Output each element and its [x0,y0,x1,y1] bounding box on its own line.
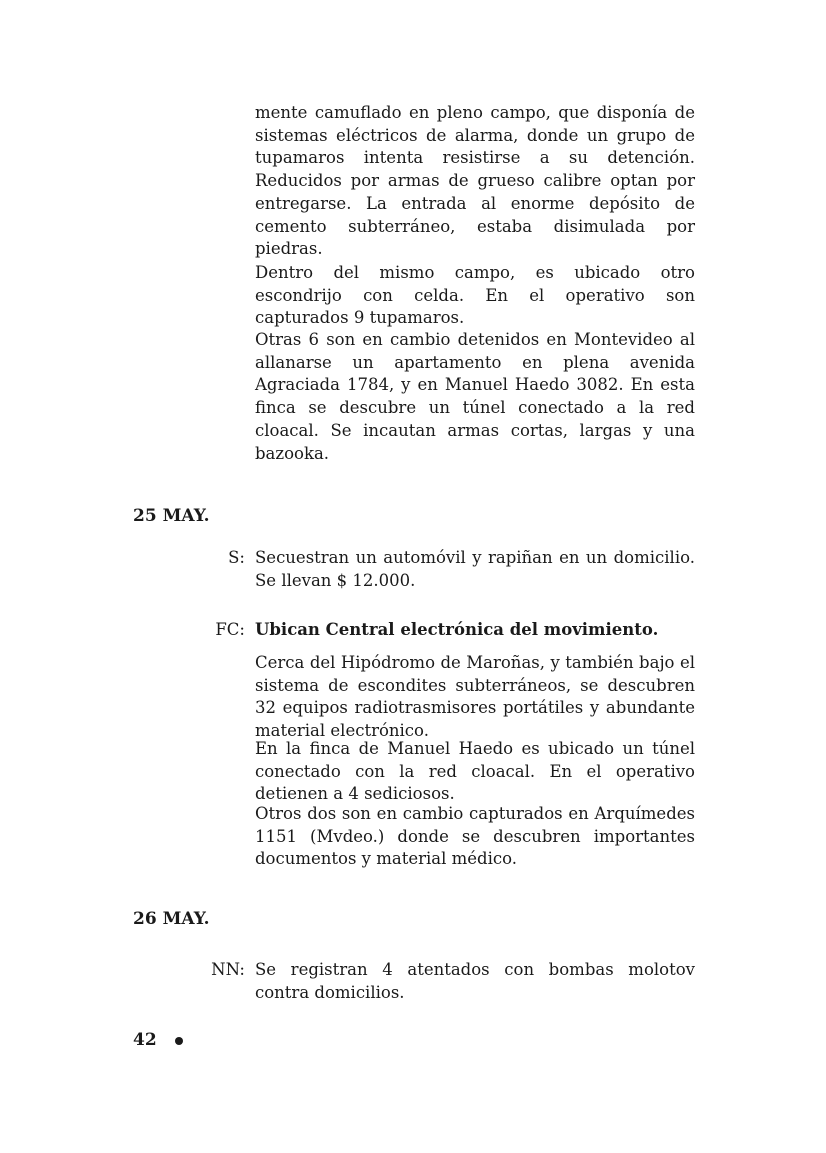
date-heading-25-may: 25 MAY. [133,506,210,526]
entry-nn-text: Se registran 4 atentados con bombas molotov contra domicilios. [255,960,695,1002]
paragraph-continuation-1: mente camuflado en pleno campo, que disponía de sistemas eléctricos de alarma, donde un grupo de tupamaros intenta resistirse a su detención. Reducidos por armas de grueso calibre optan por entregarse. La entrada al enorme depósito de cemento subterráneo, estaba disimulada por piedras. [255,103,695,259]
paragraph-continuation-2: Dentro del mismo campo, es ubicado otro escondrijo con celda. En el operativo son capturados 9 tupamaros. [255,263,695,328]
code-nn: NN: [211,960,245,979]
page-number: 42 [133,1030,157,1050]
entry-fc-paragraph-1: Cerca del Hipódromo de Maroñas, y también bajo el sistema de escondites subterráneos, se descubren 32 equipos radiotrasmisores portátiles y abundante material electrónico. [255,653,695,741]
entry-fc-headline: Ubican Central electrónica del movimiento. [255,620,659,639]
bullet-icon [175,1037,183,1045]
date-heading-26-may: 26 MAY. [133,909,210,929]
code-fc: FC: [215,620,245,639]
page-footer [133,1030,183,1050]
entry-fc-paragraph-2: En la finca de Manuel Haedo es ubicado un túnel conectado con la red cloacal. En el operativo detienen a 4 sediciosos. [255,739,695,804]
paragraph-continuation-3: Otras 6 son en cambio detenidos en Montevideo al allanarse un apartamento en plena avenida Agraciada 1784, y en Manuel Haedo 3082. En esta finca se descubre un túnel conectado a la red cloacal. Se incautan armas cortas, largas y una bazooka. [255,330,695,463]
entry-s-text: Secuestran un automóvil y rapiñan en un domicilio. Se llevan $ 12.000. [255,548,695,590]
code-s: S: [228,548,245,567]
entry-fc-paragraph-3: Otros dos son en cambio capturados en Arquímedes 1151 (Mvdeo.) donde se descubren importantes documentos y material médico. [255,804,695,869]
